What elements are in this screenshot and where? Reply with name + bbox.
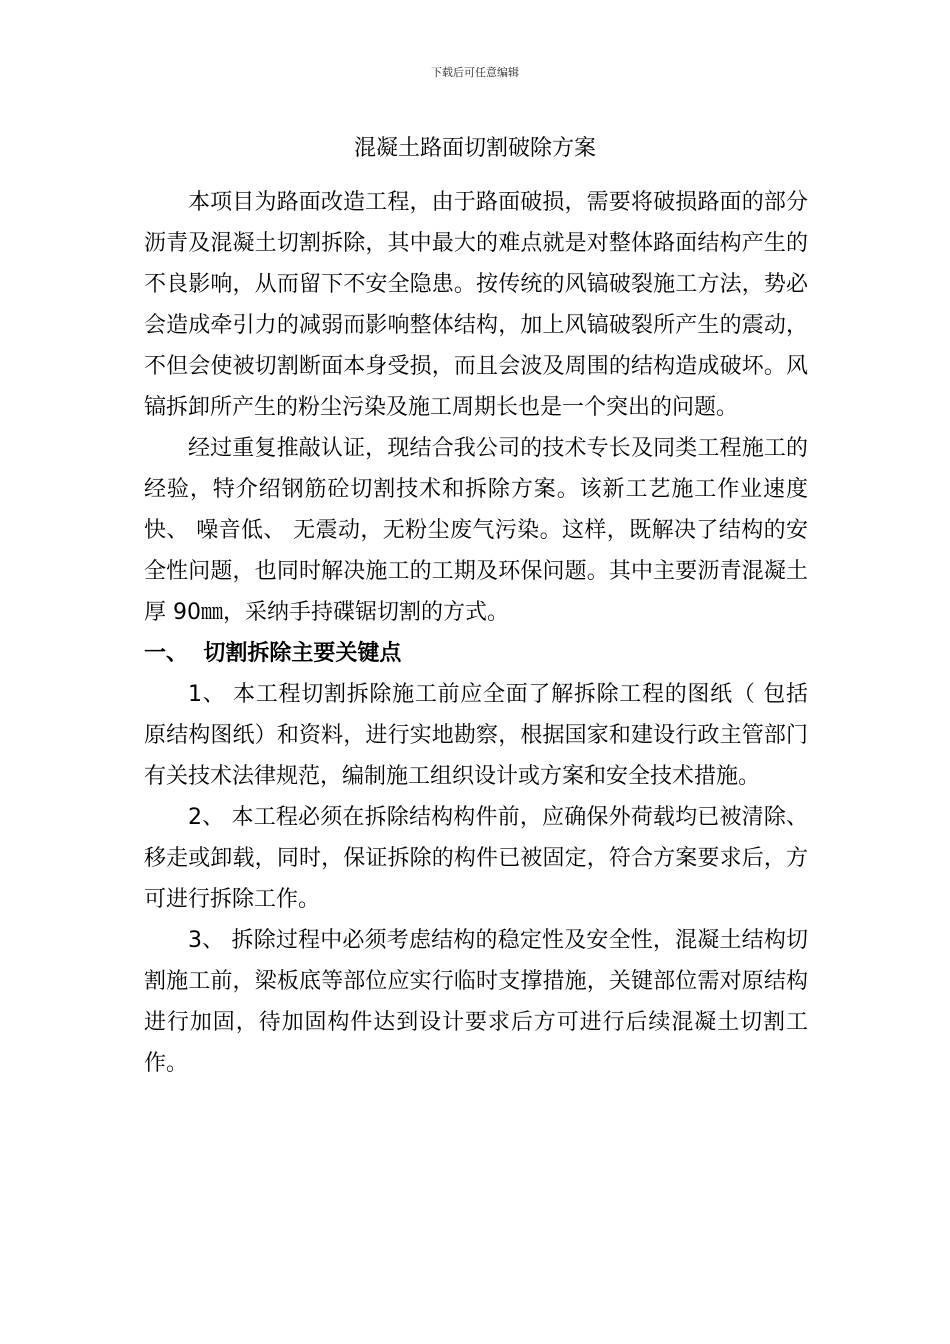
document-body	[144, 182, 808, 1084]
body-paragraph-1: 本项目为路面改造工程，由于路面破损，需要将破损路面的部分沥青及混凝土切割拆除，其中最大的难点就是对整体路面结构产生的不良影响，从而留下不安全隐患。按传统的风镐破裂施工方法，势必会造成牵引力的减弱而影响整体结构，加上风镐破裂所产生的震动，不但会使被切割断面本身受损，而且会波及周围的结构造成破坏。风镐拆卸所产生的粉尘污染及施工周期长也是一个突出的问题。	[144, 190, 808, 420]
section-heading: 一、 切割拆除主要关键点	[144, 641, 402, 666]
list-item-2: 2、 本工程必须在拆除结构构件前，应确保外荷载均已被清除、 移走或卸载，同时，保证拆除的构件已被固定，符合方案要求后，方可进行拆除工作。	[144, 805, 808, 912]
list-item-1: 1、 本工程切割拆除施工前应全面了解拆除工程的图纸（ 包括原结构图纸）和资料，进行实地勘察，根据国家和建设行政主管部门有关技术法律规范，编制施工组织设计或方案和安全技术措施。	[144, 682, 808, 789]
page-header: 下载后可任意编辑	[431, 66, 519, 79]
body-paragraph-2: 经过重复推敲认证，现结合我公司的技术专长及同类工程施工的经验，特介绍钢筋砼切割技术和拆除方案。该新工艺施工作业速度快、 噪音低、 无震动，无粉尘废气污染。这样，既解决了结构的安全性问题，也同时解决施工的工期及环保问题。其中主要沥青混凝土厚 90㎜，采纳手持碟锯切割的方式。	[144, 436, 808, 625]
document-title: 混凝土路面切割破除方案	[353, 136, 596, 161]
list-item-3: 3、 拆除过程中必须考虑结构的稳定性及安全性，混凝土结构切割施工前，梁板底等部位应实行临时支撑措施，关键部位需对原结构进行加固，待加固构件达到设计要求后方可进行后续混凝土切割工作。	[144, 928, 808, 1076]
